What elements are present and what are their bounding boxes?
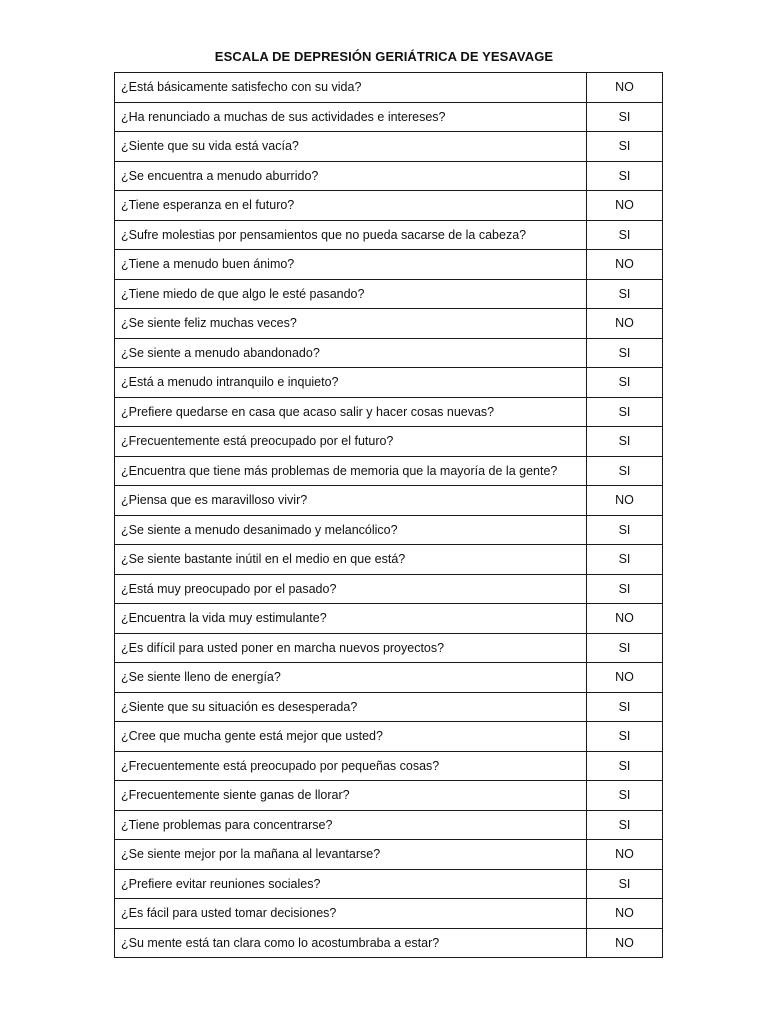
question-cell: ¿Se siente a menudo abandonado? [115, 338, 587, 368]
answer-cell: SI [587, 102, 663, 132]
answer-cell: SI [587, 161, 663, 191]
table-row [115, 368, 663, 398]
answer-cell: SI [587, 338, 663, 368]
answer-cell: NO [587, 928, 663, 958]
answer-cell: NO [587, 309, 663, 339]
answer-cell: SI [587, 722, 663, 752]
question-cell: ¿Se siente a menudo desanimado y melancólico? [115, 515, 587, 545]
answer-cell: NO [587, 73, 663, 103]
question-cell: ¿Sufre molestias por pensamientos que no pueda sacarse de la cabeza? [115, 220, 587, 250]
question-cell: ¿Prefiere evitar reuniones sociales? [115, 869, 587, 899]
table-row [115, 191, 663, 221]
question-cell: ¿Es difícil para usted poner en marcha nuevos proyectos? [115, 633, 587, 663]
answer-cell: SI [587, 132, 663, 162]
answer-cell: SI [587, 456, 663, 486]
table-row [115, 928, 663, 958]
question-cell: ¿Se siente bastante inútil en el medio en que está? [115, 545, 587, 575]
question-cell: ¿Su mente está tan clara como lo acostumbraba a estar? [115, 928, 587, 958]
table-row [115, 840, 663, 870]
question-cell: ¿Encuentra la vida muy estimulante? [115, 604, 587, 634]
document-title: ESCALA DE DEPRESIÓN GERIÁTRICA DE YESAVAGE [214, 49, 554, 64]
answer-cell: SI [587, 279, 663, 309]
table-row [115, 102, 663, 132]
answer-cell: SI [587, 751, 663, 781]
table-row [115, 250, 663, 280]
question-cell: ¿Se siente feliz muchas veces? [115, 309, 587, 339]
table-row [115, 899, 663, 929]
question-cell: ¿Frecuentemente está preocupado por el futuro? [115, 427, 587, 457]
table-row [115, 692, 663, 722]
table-row [115, 220, 663, 250]
table-row [115, 397, 663, 427]
question-cell: ¿Está básicamente satisfecho con su vida? [115, 73, 587, 103]
question-cell: ¿Prefiere quedarse en casa que acaso salir y hacer cosas nuevas? [115, 397, 587, 427]
answer-cell: NO [587, 486, 663, 516]
question-cell: ¿Se encuentra a menudo aburrido? [115, 161, 587, 191]
question-cell: ¿Frecuentemente siente ganas de llorar? [115, 781, 587, 811]
table-row [115, 427, 663, 457]
answer-cell: NO [587, 899, 663, 929]
table-row [115, 751, 663, 781]
question-cell: ¿Tiene esperanza en el futuro? [115, 191, 587, 221]
table-row [115, 810, 663, 840]
answer-cell: SI [587, 574, 663, 604]
question-cell: ¿Tiene miedo de que algo le esté pasando? [115, 279, 587, 309]
question-cell: ¿Es fácil para usted tomar decisiones? [115, 899, 587, 929]
answer-cell: SI [587, 810, 663, 840]
answer-cell: SI [587, 397, 663, 427]
table-row [115, 574, 663, 604]
question-cell: ¿Siente que su situación es desesperada? [115, 692, 587, 722]
answer-cell: NO [587, 250, 663, 280]
question-cell: ¿Está a menudo intranquilo e inquieto? [115, 368, 587, 398]
question-cell: ¿Se siente mejor por la mañana al levantarse? [115, 840, 587, 870]
table-row [115, 279, 663, 309]
question-cell: ¿Cree que mucha gente está mejor que usted? [115, 722, 587, 752]
answer-cell: SI [587, 515, 663, 545]
answer-cell: SI [587, 869, 663, 899]
table-row [115, 869, 663, 899]
question-cell: ¿Encuentra que tiene más problemas de memoria que la mayoría de la gente? [115, 456, 587, 486]
answer-cell: SI [587, 220, 663, 250]
table-row [115, 456, 663, 486]
answer-cell: SI [587, 633, 663, 663]
table-row [115, 722, 663, 752]
answer-cell: SI [587, 545, 663, 575]
table-row [115, 309, 663, 339]
answer-cell: NO [587, 604, 663, 634]
question-cell: ¿Está muy preocupado por el pasado? [115, 574, 587, 604]
answer-cell: SI [587, 427, 663, 457]
question-cell: ¿Tiene problemas para concentrarse? [115, 810, 587, 840]
table-row [115, 132, 663, 162]
answer-cell: SI [587, 368, 663, 398]
table-row [115, 633, 663, 663]
table-row [115, 338, 663, 368]
question-cell: ¿Tiene a menudo buen ánimo? [115, 250, 587, 280]
answer-cell: SI [587, 781, 663, 811]
table-row [115, 161, 663, 191]
table-row [115, 545, 663, 575]
questionnaire-body [115, 73, 663, 958]
answer-cell: NO [587, 191, 663, 221]
question-cell: ¿Ha renunciado a muchas de sus actividades e intereses? [115, 102, 587, 132]
answer-cell: NO [587, 840, 663, 870]
answer-cell: SI [587, 692, 663, 722]
question-cell: ¿Piensa que es maravilloso vivir? [115, 486, 587, 516]
question-cell: ¿Se siente lleno de energía? [115, 663, 587, 693]
table-row [115, 604, 663, 634]
answer-cell: NO [587, 663, 663, 693]
question-cell: ¿Frecuentemente está preocupado por pequeñas cosas? [115, 751, 587, 781]
table-row [115, 73, 663, 103]
questionnaire-table [114, 72, 663, 958]
table-row [115, 515, 663, 545]
table-row [115, 486, 663, 516]
question-cell: ¿Siente que su vida está vacía? [115, 132, 587, 162]
table-row [115, 663, 663, 693]
table-row [115, 781, 663, 811]
